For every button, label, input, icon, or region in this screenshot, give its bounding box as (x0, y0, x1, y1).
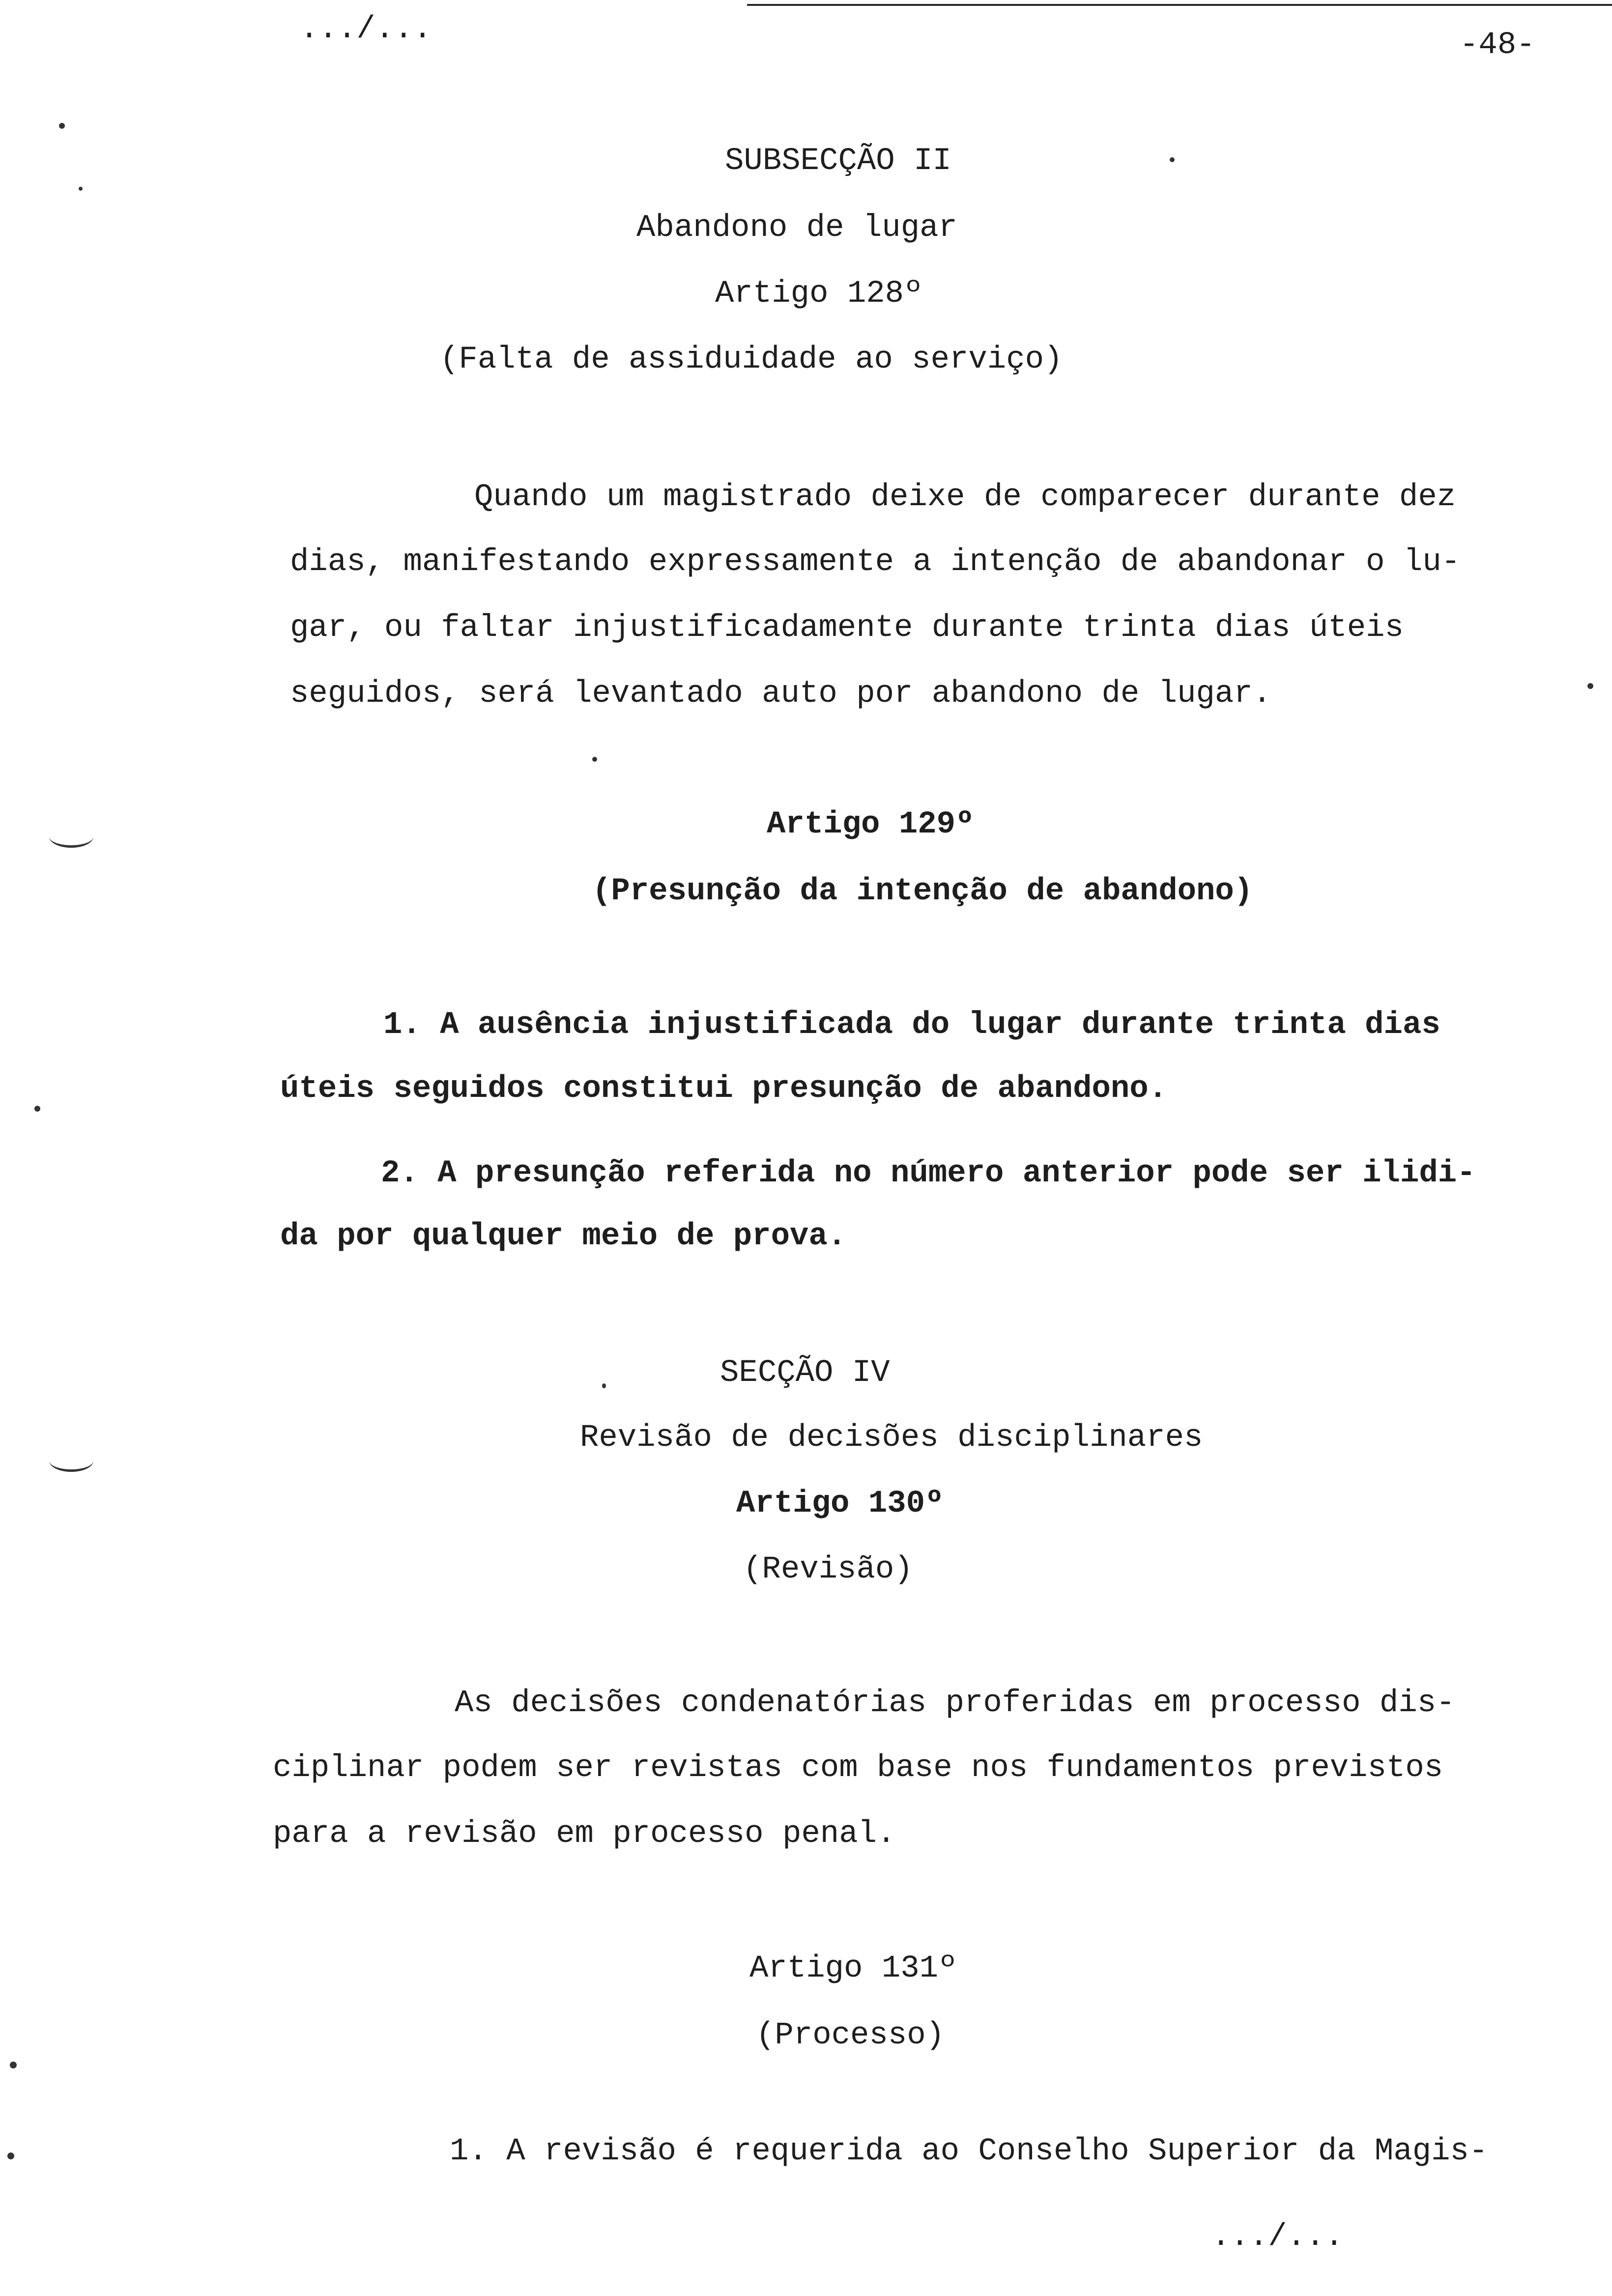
scan-arc-mark (49, 1450, 93, 1472)
scan-speck (7, 2152, 14, 2159)
article-128-line-2: dias, manifestando expressamente a intenção de abandonar o lu- (290, 545, 1461, 580)
article-128-line-3: gar, ou faltar injustificadamente durante trinta dias úteis (290, 610, 1404, 646)
article-131-heading: Artigo 131º (749, 1951, 957, 1986)
scan-speck (1587, 683, 1593, 689)
continuation-bottom: .../... (1211, 2219, 1344, 2255)
page-number: -48- (1460, 28, 1535, 63)
section-title: Revisão de decisões disciplinares (580, 1420, 1203, 1456)
scan-speck (59, 123, 65, 129)
subsection-title: Abandono de lugar (636, 210, 957, 246)
article-129-line-3: 2. A presunção referida no número anterior pode ser ilidi- (381, 1156, 1476, 1191)
article-129-subtitle: (Presunção da intenção de abandono) (592, 874, 1253, 909)
article-131-subtitle: (Processo) (756, 2018, 945, 2053)
article-130-heading: Artigo 130º (736, 1486, 944, 1521)
article-130-line-3: para a revisão em processo penal. (273, 1816, 896, 1852)
article-130-subtitle: (Revisão) (743, 1552, 913, 1587)
section-heading: SECÇÃO IV (720, 1355, 890, 1391)
article-129-line-4: da por qualquer meio de prova. (280, 1219, 847, 1254)
article-130-line-1: As decisões condenatórias proferidas em processo dis- (455, 1686, 1455, 1721)
scan-speck (1170, 157, 1175, 162)
scan-speck (602, 1383, 606, 1388)
article-131-line-1: 1. A revisão é requerida ao Conselho Superior da Magis- (450, 2134, 1488, 2169)
article-128-heading: Artigo 128º (715, 276, 923, 312)
top-rule (747, 4, 1612, 6)
article-128-line-1: Quando um magistrado deixe de comparecer durante dez (474, 480, 1456, 515)
article-129-heading: Artigo 129º (767, 807, 975, 842)
scan-speck (79, 187, 83, 191)
scan-speck (34, 1106, 40, 1112)
scan-arc-mark (49, 826, 93, 848)
article-130-line-2: ciplinar podem ser revistas com base nos fundamentos previstos (273, 1751, 1443, 1786)
scan-speck (592, 757, 597, 762)
continuation-top: .../... (300, 12, 432, 47)
subsection-heading: SUBSECÇÃO II (725, 144, 951, 179)
article-128-line-4: seguidos, será levantado auto por abandono de lugar. (290, 676, 1272, 712)
article-128-subtitle: (Falta de assiduidade ao serviço) (440, 342, 1063, 377)
article-129-line-1: 1. A ausência injustificada do lugar durante trinta dias (383, 1007, 1440, 1043)
article-129-line-2: úteis seguidos constitui presunção de abandono. (280, 1071, 1168, 1107)
scan-speck (10, 2062, 17, 2068)
